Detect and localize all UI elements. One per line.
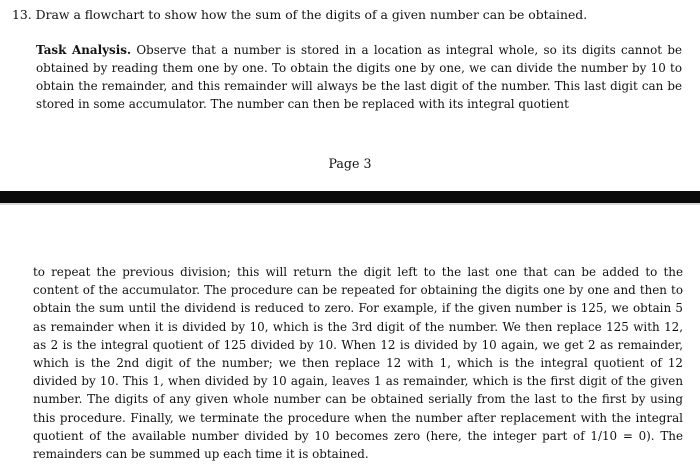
problem-number: 13.: [12, 7, 32, 22]
task-analysis-heading: Task Analysis.: [36, 43, 132, 57]
problem-text: Draw a flowchart to show how the sum of the digits of a given number can be obtained.: [35, 7, 588, 22]
task-analysis-text: Observe that a number is stored in a location as integral whole, so its digits cannot be obtained by reading them one by one. To obtain the digits one by one, we can divide the number by 10 to obtain the remainder, and this remainder will always be the last digit of the number. This last digit can be stored in some accumulator. The number can then be replaced with its integral quotient: [36, 43, 682, 111]
page-top-section: [0, 0, 700, 190]
page-separator-bar: [0, 191, 700, 203]
task-analysis-paragraph: [36, 41, 682, 113]
continuation-paragraph: to repeat the previous division; this will return the digit left to the last one that can be added to the content of the accumulator. The procedure can be repeated for obtaining the digits one by one and then to obtain the sum until the dividend is reduced to zero. For example, if the given number is 125, we obtain 5 as remainder when it is divided by 10, which is the 3rd digit of the number. We then replace 125 with 12, as 2 is the integral quotient of 125 divided by 10. When 12 is divided by 10 again, we get 2 as remainder, which is the 2nd digit of the number; we then replace 12 with 1, which is the integral quotient of 12 divided by 10. This 1, when divided by 10 again, leaves 1 as remainder, which is the first digit of the given number. The digits of any given whole number can be obtained serially from the last to the first by using this procedure. Finally, we terminate the procedure when the number after replacement with the integral quotient of the available number divided by 10 becomes zero (here, the integer part of 1/10 = 0). The remainders can be summed up each time it is obtained.: [33, 265, 683, 462]
problem-statement: [12, 7, 688, 23]
page-separator-shadow: [0, 203, 700, 205]
page-number-label: Page 3: [328, 156, 372, 171]
